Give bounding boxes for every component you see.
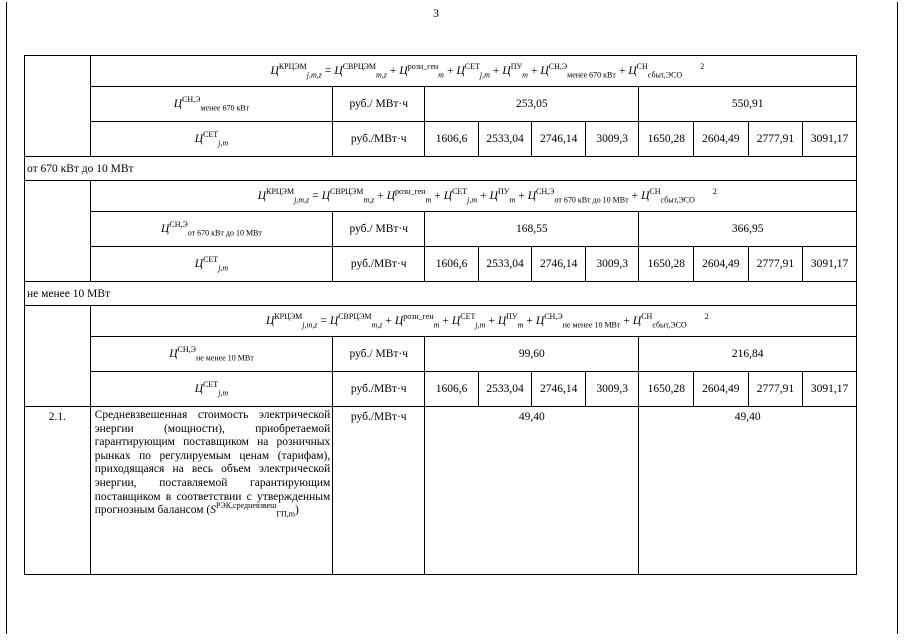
tariff-table bbox=[24, 55, 857, 575]
set-symbol: $Ц^{СЕТ}_{j,m}$ bbox=[90, 247, 333, 282]
sne-value-left: 99,60 bbox=[425, 337, 639, 372]
sne-symbol: $Ц^{СН,Э}_{менее 670 кВт}$ bbox=[90, 87, 333, 122]
set-row bbox=[25, 247, 857, 282]
section-heading-row bbox=[25, 282, 857, 306]
set-value: 2533,04 bbox=[478, 247, 532, 282]
set-value: 3009,3 bbox=[585, 122, 639, 157]
set-value: 2604,49 bbox=[694, 247, 749, 282]
formula-row bbox=[25, 56, 857, 87]
unit-cell: руб./ МВт·ч bbox=[333, 87, 425, 122]
set-value: 2746,14 bbox=[532, 247, 586, 282]
sne-value-right: 216,84 bbox=[639, 337, 857, 372]
unit-cell: руб./МВт·ч bbox=[333, 247, 425, 282]
set-value: 2746,14 bbox=[532, 372, 586, 407]
tariff-table-body bbox=[25, 56, 857, 575]
set-value: 2604,49 bbox=[694, 372, 749, 407]
item-2-1-row bbox=[25, 407, 857, 575]
set-row bbox=[25, 122, 857, 157]
set-value: 2777,91 bbox=[748, 247, 803, 282]
set-value: 3091,17 bbox=[803, 122, 857, 157]
set-value: 2777,91 bbox=[748, 122, 803, 157]
set-value: 2604,49 bbox=[694, 122, 749, 157]
sne-row bbox=[25, 212, 857, 247]
price-formula: $Ц^{КРЦЭМ}_{j,m,z} = Ц^{СВРЦЭМ}_{m,z} + Ц^{розн\_ген}_m + Ц^{СЕТ}_{j,m} + Ц^{ПУ}_m + Ц^{СН,Э}_{менее 670 кВт} + Ц^{СН}_{сбыт,ЭСО}^2$ bbox=[90, 56, 856, 87]
formula-row bbox=[25, 181, 857, 212]
set-value: 1650,28 bbox=[639, 247, 694, 282]
formula-symbol: Ц bbox=[270, 65, 279, 77]
set-value: 1650,28 bbox=[639, 372, 694, 407]
item-description: Средневзвешенная стоимость электрической энергии (мощности), приобретаемой гарантирующим поставщиком на розничных рынках по регулируемым ценам (тарифам), приходящаяся на весь объем электрической энергии, поставляемой гарантирующим поставщиком в соответствии с утвержденным прогнозным балансом $(S^{РЭК,средневзвеш}_{ГП,m})$ bbox=[90, 407, 333, 575]
set-value: 2533,04 bbox=[478, 122, 532, 157]
page-number: 3 bbox=[433, 6, 439, 20]
item-number: 2.1. bbox=[25, 407, 91, 575]
item-unit: руб./МВт·ч bbox=[333, 407, 425, 575]
item-value-right: 49,40 bbox=[639, 407, 857, 575]
price-formula: $Ц^{КРЦЭМ}_{j,m,z} = Ц^{СВРЦЭМ}_{m,z} + Ц^{розн\_ген}_m + Ц^{СЕТ}_{j,m} + Ц^{ПУ}_m + Ц^{СН,Э}_{от 670 кВт до 10 МВт} + Ц^{СН}_{сбыт,ЭСО}^2$ bbox=[90, 181, 856, 212]
set-value: 3009,3 bbox=[585, 372, 639, 407]
formula-symbol: Ц bbox=[257, 190, 267, 202]
set-value: 2777,91 bbox=[748, 372, 803, 407]
unit-cell: руб./МВт·ч bbox=[333, 372, 425, 407]
item-value-left: 49,40 bbox=[425, 407, 639, 575]
set-value: 3009,3 bbox=[585, 247, 639, 282]
unit-cell: руб./ МВт·ч bbox=[333, 212, 425, 247]
set-value: 2746,14 bbox=[532, 122, 586, 157]
set-value: 1606,6 bbox=[425, 247, 479, 282]
set-value: 3091,17 bbox=[803, 372, 857, 407]
set-value: 1606,6 bbox=[425, 372, 479, 407]
empty-number-cell bbox=[25, 181, 91, 282]
price-formula: $Ц^{КРЦЭМ}_{j,m,z} = Ц^{СВРЦЭМ}_{m,z} + Ц^{розн\_ген}_m + Ц^{СЕТ}_{j,m} + Ц^{ПУ}_m + Ц^{СН,Э}_{не менее 10 МВт} + Ц^{СН}_{сбыт,ЭСО}^2$ bbox=[90, 306, 856, 337]
item-symbol: $(S^{РЭК,средневзвеш}_{ГП,m})$ bbox=[206, 501, 299, 519]
sne-value-left: 168,55 bbox=[425, 212, 639, 247]
formula-row bbox=[25, 306, 857, 337]
unit-cell: руб./МВт·ч bbox=[333, 122, 425, 157]
sne-symbol: $Ц^{СН,Э}_{от 670 кВт до 10 МВт}$ bbox=[90, 212, 333, 247]
section-heading-row bbox=[25, 157, 857, 181]
unit-cell: руб./ МВт·ч bbox=[333, 337, 425, 372]
set-value: 1650,28 bbox=[639, 122, 694, 157]
set-value: 3091,17 bbox=[803, 247, 857, 282]
section-heading: от 670 кВт до 10 МВт bbox=[25, 157, 857, 181]
sne-value-right: 550,91 bbox=[639, 87, 857, 122]
set-value: 2533,04 bbox=[478, 372, 532, 407]
set-row bbox=[25, 372, 857, 407]
formula-symbol: Ц bbox=[265, 315, 275, 327]
section-heading: не менее 10 МВт bbox=[25, 282, 857, 306]
set-symbol: $Ц^{СЕТ}_{j,m}$ bbox=[90, 372, 333, 407]
set-value: 1606,6 bbox=[425, 122, 479, 157]
sne-value-right: 366,95 bbox=[639, 212, 857, 247]
set-symbol: $Ц^{СЕТ}_{j,m}$ bbox=[90, 122, 333, 157]
empty-number-cell bbox=[25, 306, 91, 407]
sne-symbol: $Ц^{СН,Э}_{не менее 10 МВт}$ bbox=[90, 337, 333, 372]
sne-row bbox=[25, 87, 857, 122]
sne-row bbox=[25, 337, 857, 372]
sne-value-left: 253,05 bbox=[425, 87, 639, 122]
empty-number-cell bbox=[25, 56, 91, 157]
